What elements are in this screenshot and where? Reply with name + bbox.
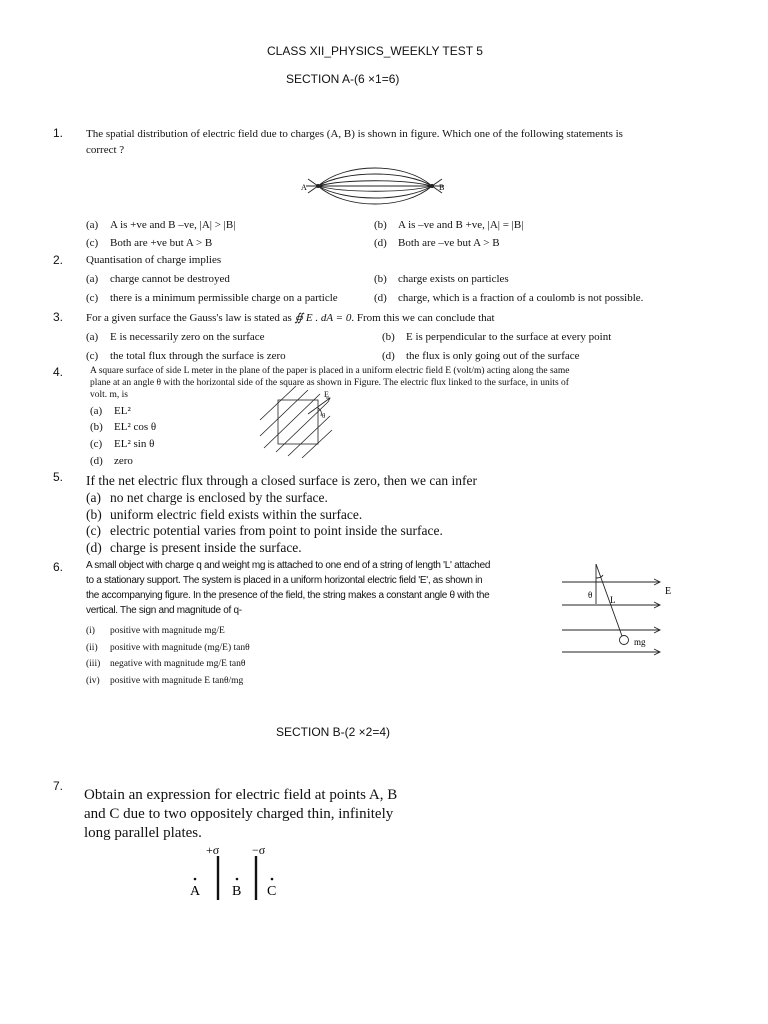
- option-b: (b) uniform electric field exists within the surface.: [86, 507, 363, 522]
- option-b: (b) E is perpendicular to the surface at every point: [382, 331, 612, 343]
- option-d: (d) zero: [90, 455, 133, 467]
- question-number: 6.: [53, 560, 64, 574]
- question-text: A square surface of side L meter in the plane of the paper is placed in a uniform electric field E (volt/m) acting along the same: [90, 366, 570, 376]
- fig-label-e: E: [665, 586, 672, 597]
- option-iv: (iv) positive with magnitude E tanθ/mg: [86, 676, 244, 686]
- question-number: 1.: [53, 126, 64, 140]
- fig-label-a: A: [301, 183, 307, 192]
- fig-label-e: E: [324, 390, 329, 399]
- option-ii: (ii) positive with magnitude (mg/E) tanθ: [86, 643, 250, 653]
- question-number: 3.: [53, 310, 64, 324]
- question-text: A small object with charge q and weight mg is attached to one end of a string of length 'L' attached: [86, 560, 491, 571]
- fig-label-mg: mg: [634, 637, 646, 647]
- pendulum-field-figure: [560, 560, 680, 658]
- question-text: The spatial distribution of electric field due to charges (A, B) is shown in figure. Which one of the following statements is: [86, 128, 623, 140]
- question-text: For a given surface the Gauss's law is stated as ∯ E . dA = 0. From this we can conclude that: [86, 312, 495, 324]
- plate-charge-positive: +σ: [206, 843, 220, 857]
- question-text: Obtain an expression for electric field at points A, B: [84, 787, 398, 803]
- option-a: (a) E is necessarily zero on the surface: [86, 331, 265, 343]
- question-text: long parallel plates.: [84, 825, 202, 841]
- question-text: correct ?: [86, 144, 125, 156]
- question-text: Quantisation of charge implies: [86, 254, 222, 266]
- fig-label-theta: θ: [322, 412, 326, 420]
- option-c: (c) there is a minimum permissible charge on a particle: [86, 292, 338, 304]
- point-label-b: B: [232, 884, 242, 899]
- option-c: (c) the total flux through the surface is zero: [86, 350, 286, 362]
- question-number: 2.: [53, 253, 64, 267]
- question-number: 7.: [53, 779, 64, 793]
- fig-label-l: L: [610, 595, 616, 605]
- question-text: plane at an angle θ with the horizontal side of the square as shown in Figure. The electric flux linked to the surface, in units of: [90, 378, 569, 388]
- question-text: volt. m, is: [90, 390, 129, 400]
- option-a: (a) A is +ve and B –ve, |A| > |B|: [86, 219, 236, 231]
- section-b-heading: SECTION B-(2 ×2=4): [276, 725, 391, 739]
- option-a: (a) no net charge is enclosed by the surface.: [86, 490, 328, 505]
- option-i: (i) positive with magnitude mg/E: [86, 626, 225, 636]
- fig-label-b: B: [439, 183, 445, 192]
- parallel-plates-figure: [180, 842, 290, 902]
- option-c: (c) electric potential varies from point to point inside the surface.: [86, 523, 443, 538]
- question-text: If the net electric flux through a closed surface is zero, then we can infer: [86, 473, 477, 488]
- question-number: 5.: [53, 470, 64, 484]
- point-label-c: C: [267, 884, 277, 899]
- option-b: (b) A is –ve and B +ve, |A| = |B|: [374, 219, 524, 231]
- option-b: (b) charge exists on particles: [374, 273, 509, 285]
- option-a: (a) charge cannot be destroyed: [86, 273, 230, 285]
- fig-label-theta: θ: [588, 590, 593, 600]
- option-a: (a) EL²: [90, 405, 131, 417]
- plate-charge-negative: −σ: [252, 843, 266, 857]
- option-d: (d) Both are –ve but A > B: [374, 237, 500, 249]
- question-number: 4.: [53, 365, 64, 379]
- gauss-integral: ∯ E . dA = 0: [294, 312, 352, 324]
- point-label-a: A: [190, 884, 201, 899]
- option-iii: (iii) negative with magnitude mg/E tanθ: [86, 659, 246, 669]
- section-a-heading: SECTION A-(6 ×1=6): [286, 72, 400, 86]
- option-d: (d) charge is present inside the surface.: [86, 540, 302, 555]
- page-title: CLASS XII_PHYSICS_WEEKLY TEST 5: [267, 44, 483, 58]
- option-d: (d) charge, which is a fraction of a coulomb is not possible.: [374, 292, 644, 304]
- option-d: (d) the flux is only going out of the surface: [382, 350, 580, 362]
- square-field-figure: [258, 390, 348, 460]
- option-c: (c) EL² sin θ: [90, 438, 155, 450]
- question-text: vertical. The sign and magnitude of q-: [86, 605, 242, 616]
- field-lines-figure: [300, 165, 450, 207]
- option-b: (b) EL² cos θ: [90, 421, 157, 433]
- question-text: and C due to two oppositely charged thin, infinitely: [84, 806, 394, 822]
- question-text: the accompanying figure. In the presence of the field, the string makes a constant angle θ with the: [86, 590, 490, 601]
- option-c: (c) Both are +ve but A > B: [86, 237, 213, 249]
- question-text: to a stationary support. The system is placed in a uniform horizontal electric field 'E', as shown in: [86, 575, 483, 586]
